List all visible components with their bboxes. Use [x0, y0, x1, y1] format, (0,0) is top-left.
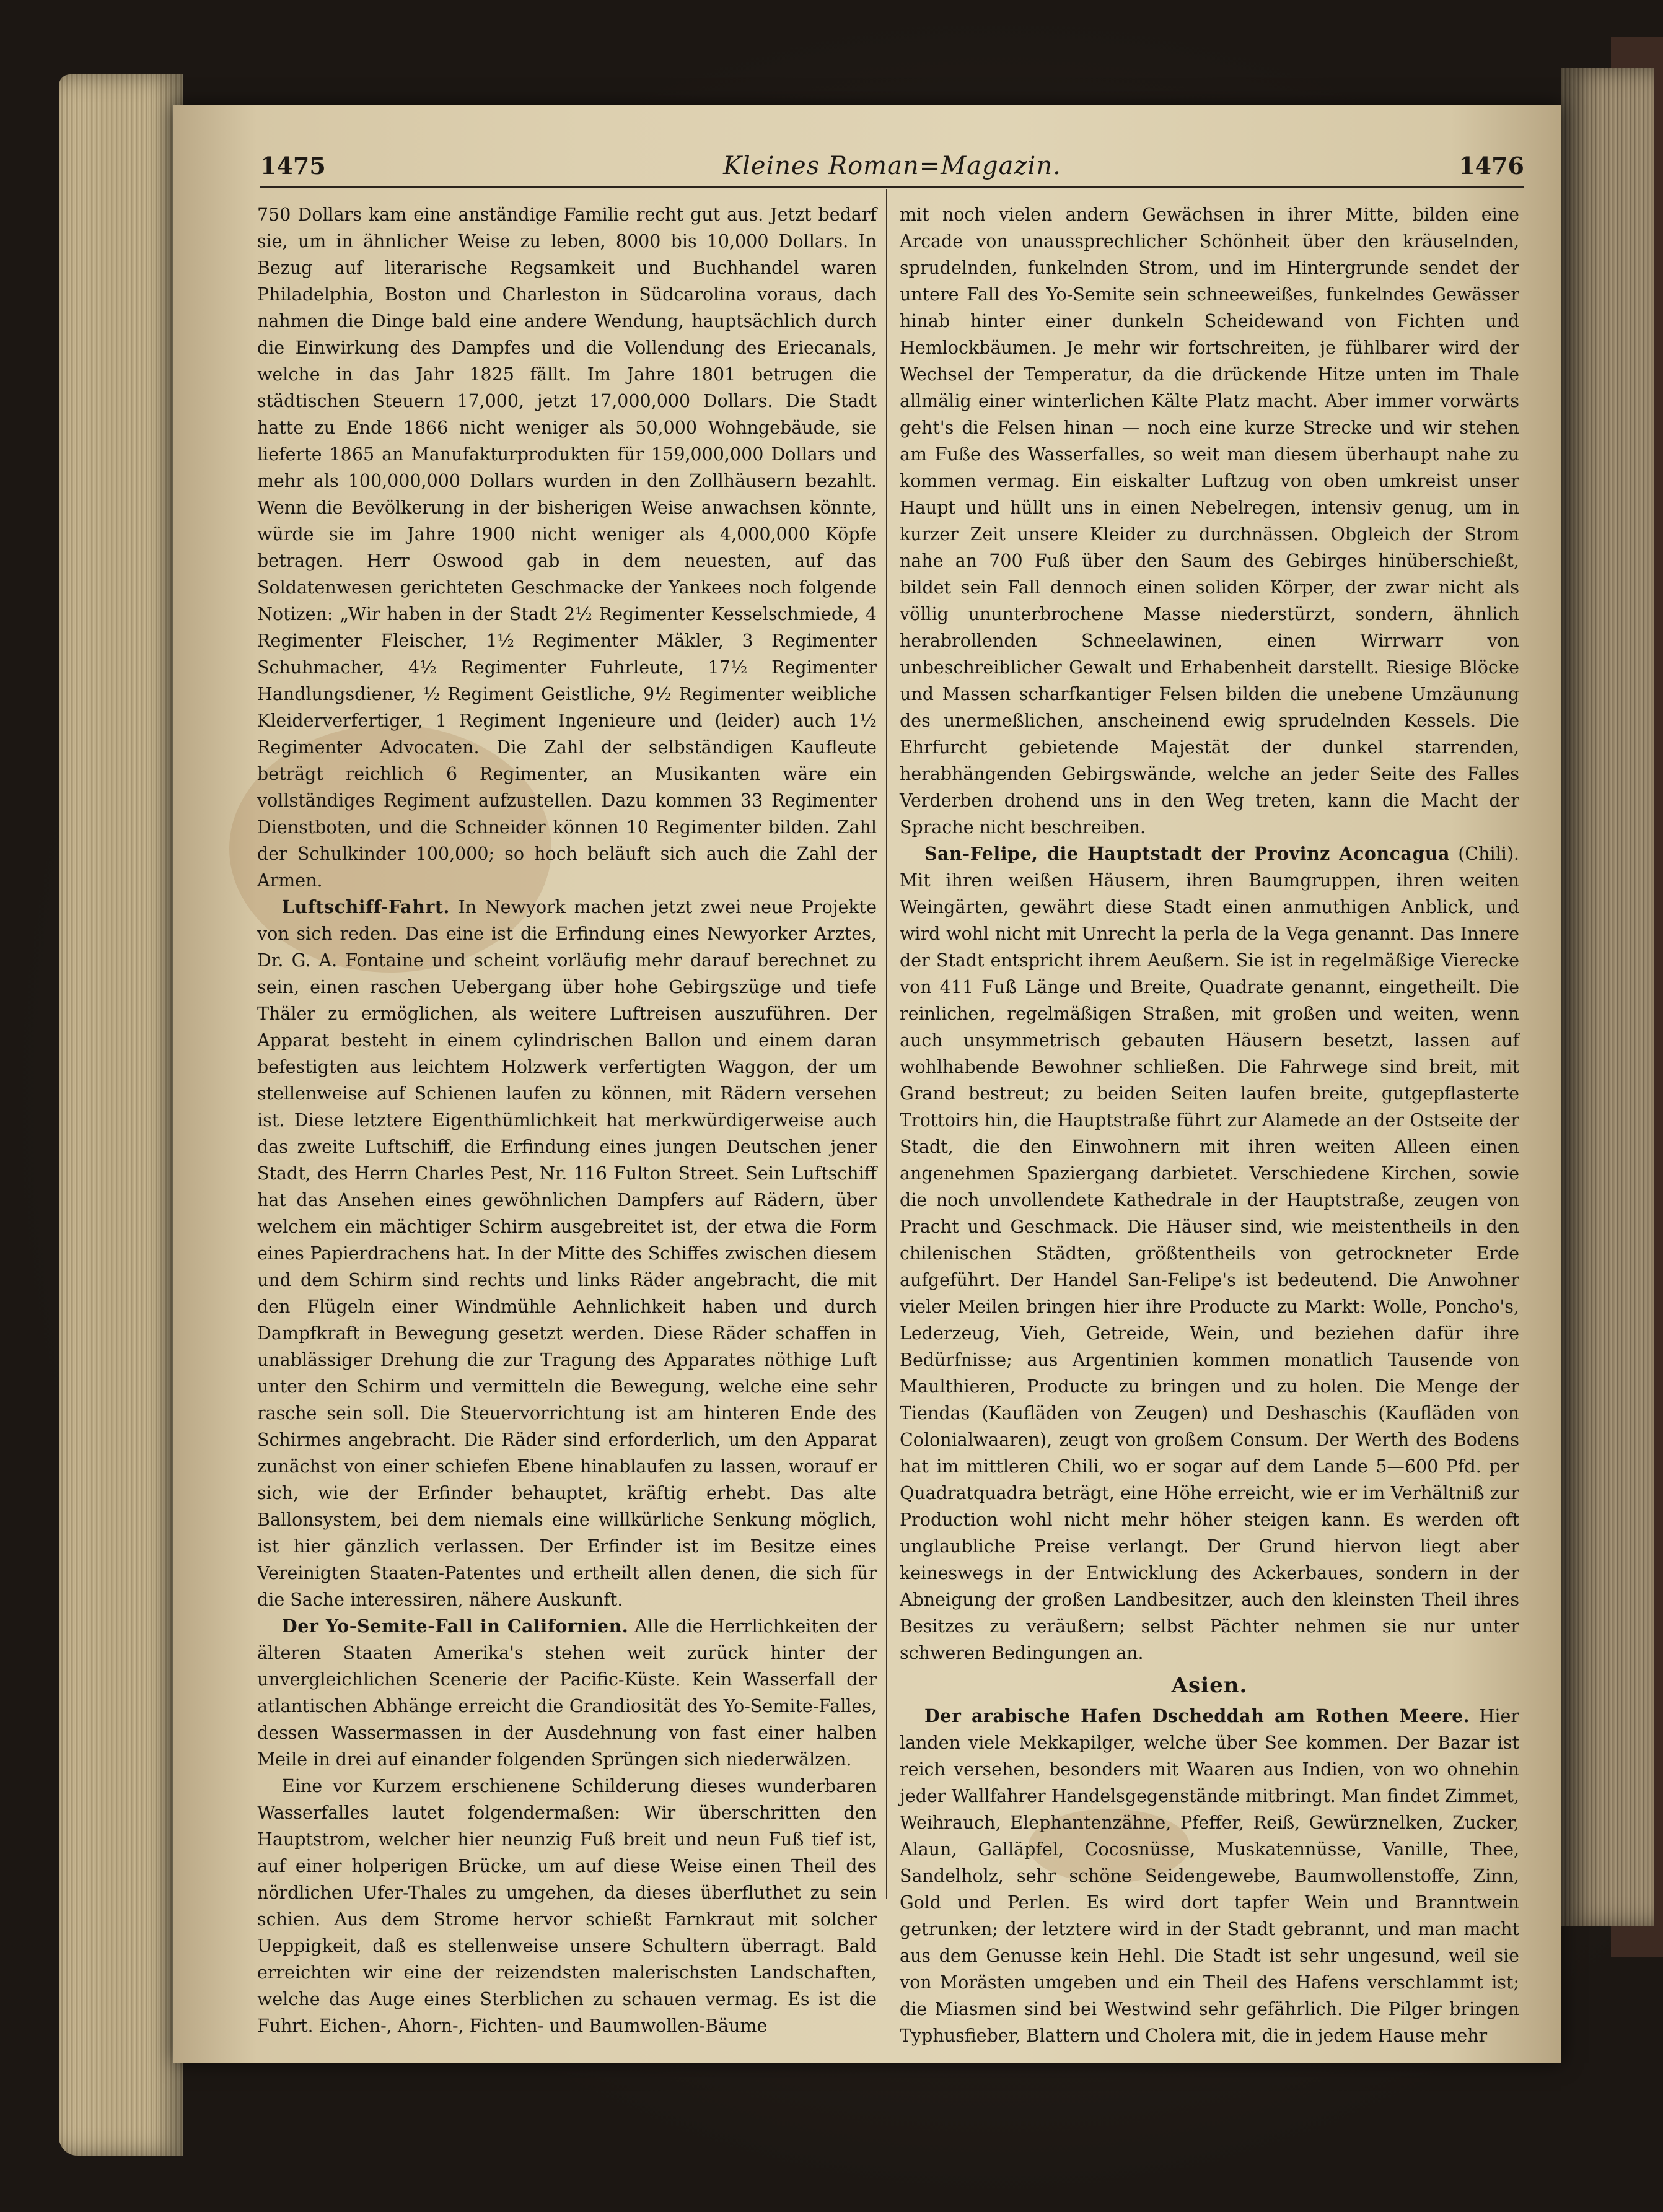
page-number-right: 1476 [1459, 152, 1524, 180]
article-title: San-Felipe, die Hauptstadt der Provinz Aconcagua [924, 843, 1450, 864]
left-column [257, 201, 877, 2036]
right-column [900, 201, 1519, 2046]
running-title: Kleines Roman=Magazin. [723, 152, 1061, 180]
column-rule [886, 189, 887, 1899]
paragraph [900, 1703, 1519, 2049]
paragraph: Eine vor Kurzem erschienene Schilderung dieses wunderbaren Wasserfalles lautet folgendermaßen: Wir überschritten den Hauptstrom, welcher hier neunzig Fuß breit und neun Fuß tief ist, auf einer holperigen Brücke, um auf diese Weise einen Theil des nördlichen Ufer-Thales zu umgehen, da dieses überfluthet zu sein schien. Aus dem Strome hervor schießt Farnkraut mit solcher Ueppigkeit, daß es stellenweise unsere Schultern überragt. Bald erreichten wir eine der reizendsten malerischsten Landschaften, welche das Auge eines Sterblichen zu schauen vermag. Es ist die Fuhrt. Eichen-, Ahorn-, Fichten- und Baumwollen-Bäume [257, 1776, 877, 2036]
article-text: (Chili). Mit ihren weißen Häusern, ihren Baumgruppen, ihren weiten Weingärten, gewährt diese Stadt einen anmuthigen Anblick, und wird wohl nicht mit Unrecht la perla de la Vega genannt. Das Innere der Stadt entspricht ihrem Aeußern. Sie ist in regelmäßige Vierecke von 411 Fuß Länge und Breite, Quadrate genannt, eingetheilt. Die reinlichen, regelmäßigen Straßen, mit großen und weiten, wenn auch unsymmetrisch gebauten Häusern besetzt, lassen auf wohlhabende Bewohner schließen. Die Fahrwege sind breit, mit Grand bestreut; zu beiden Seiten laufen breite, gutgepflasterte Trottoirs hin, die Hauptstraße führt zur Alamede an der Ostseite der Stadt, die den Einwohnern mit ihren weiten Alleen einen angenehmen Spaziergang darbietet. Verschiedene Kirchen, sowie die noch unvollendete Kathedrale in der Hauptstraße, zeugen von Pracht und Geschmack. Die Häuser sind, wie meistentheils in den chilenischen Städten, größtentheils von getrockneter Erde aufgeführt. Der Handel San-Felipe's ist bedeutend. Die Anwohner vieler Meilen bringen hier ihre Producte zu Markt: Wolle, Poncho's, Lederzeug, Vieh, Getreide, Wein, und beziehen dafür ihre Bedürfnisse; aus Argentinien kommen monatlich Tausende von Maulthieren, Producte zu bringen und zu holen. Die Menge der Tiendas (Kaufläden von Zeugen) und Deshaschis (Kaufläden von Colonialwaaren), zeugt von großem Consum. Der Werth des Bodens hat im mittleren Chili, wo er sogar auf dem Lande 5—600 Pfd. per Quadratquadra beträgt, eine Höhe erreicht, wie er im Verhältniß zur Production wohl nicht mehr höher steigen kann. Es werden oft unglaubliche Preise verlangt. Der Grund hiervon liegt aber keineswegs in der Entwicklung des Ackerbaues, sondern in der Abneigung der großen Landbesitzer, auch den kleinsten Theil ihres Besitzes zu veräußern; selbst Pächter nehmen sie nur unter schweren Bedingungen an. [900, 844, 1519, 1663]
article-text: In Newyork machen jetzt zwei neue Projekte von sich reden. Das eine ist die Erfindung eines Newyorker Arztes, Dr. G. A. Fontaine und scheint vorläufig mehr darauf berechnet zu sein, einen raschen Uebergang über hohe Gebirgszüge und tiefe Thäler zu ermöglichen, als weitere Luftreisen auszuführen. Der Apparat besteht in einem cylindrischen Ballon und einem daran befestigten aus leichtem Holzwerk verfertigten Waggon, der um stellenweise auf Schienen laufen zu können, mit Rädern versehen ist. Diese letztere Eigenthümlichkeit hat merkwürdigerweise auch das zweite Luftschiff, die Erfindung eines jungen Deutschen jener Stadt, des Herrn Charles Pest, Nr. 116 Fulton Street. Sein Luftschiff hat das Ansehen eines gewöhnlichen Dampfers auf Rädern, über welchem ein mächtiger Schirm ausgebreitet ist, der etwa die Form eines Papierdrachens hat. In der Mitte des Schiffes zwischen diesem und dem Schirm sind rechts und links Räder angebracht, die mit den Flügeln einer Windmühle Aehnlichkeit haben und durch Dampfkraft in Bewegung gesetzt werden. Diese Räder schaffen in unablässiger Drehung die zur Tragung des Apparates nöthige Luft unter den Schirm und vermitteln die Bewegung, welche eine sehr rasche sein soll. Die Steuervorrichtung ist am hinteren Ende des Schirmes angebracht. Die Räder sind erforderlich, um den Apparat zunächst von einer schiefen Ebene hinablaufen zu lassen, worauf er sich, wie der Erfinder behauptet, kräftig erhebt. Das alte Ballonsystem, bei dem niemals eine willkürliche Senkung möglich, ist hier gänzlich verlassen. Der Erfinder ist im Besitze eines Vereinigten Staaten-Patentes und ertheilt allen denen, die sich für die Sache interessiren, nähere Auskunft. [257, 897, 877, 1610]
book-page-edges-right [1561, 68, 1654, 1926]
article-title: Luftschiff-Fahrt. [282, 896, 450, 917]
article-text: Hier landen viele Mekkapilger, welche über See kommen. Der Bazar ist reich versehen, besonders mit Waaren aus Indien, von wo ohnehin jeder Wallfahrer Handelsgegenstände mitbringt. Man findet Zimmet, Weihrauch, Elephantenzähne, Pfeffer, Reiß, Gewürznelken, Zucker, Alaun, Galläpfel, Cocosnüsse, Muskatennüsse, Vanille, Thee, Sandelholz, sehr schöne Seidengewebe, Baumwollenstoffe, Zinn, Gold und Perlen. Es wird dort tapfer Wein und Branntwein getrunken; der letztere wird in der Stadt gebrannt, und man macht aus dem Genusse kein Hehl. Die Stadt ist sehr ungesund, weil sie von Morästen umgeben und ein Theil des Hafens verschlammt ist; die Miasmen sind bei Westwind sehr gefährlich. Die Pilger bringen Typhusfieber, Blattern und Cholera mit, die in jedem Hause mehr [900, 1706, 1519, 2046]
paragraph [257, 1613, 877, 1773]
paragraph: 750 Dollars kam eine anständige Familie recht gut aus. Jetzt bedarf sie, um in ähnlicher Weise zu leben, 8000 bis 10,000 Dollars. In Bezug auf literarische Regsamkeit und Buchhandel waren Philadelphia, Boston und Charleston in Südcarolina voraus, dach nahmen die Dinge bald eine andere Wendung, hauptsächlich durch die Einwirkung des Dampfes und die Vollendung des Eriecanals, welche in das Jahr 1825 fällt. Im Jahre 1801 betrugen die städtischen Steuern 17,000, jetzt 17,000,000 Dollars. Die Stadt hatte zu Ende 1866 nicht weniger als 50,000 Wohngebäude, sie lieferte 1865 an Manufakturprodukten für 159,000,000 Dollars und mehr als 100,000,000 Dollars wurden in den Zollhäusern bezahlt. Wenn die Bevölkerung in der bisherigen Weise anwachsen könnte, würde sie im Jahre 1900 nicht weniger als 4,000,000 Köpfe betragen. Herr Oswood gab in dem neuesten, auf das Soldatenwesen gerichteten Geschmacke der Yankees noch folgende Notizen: „Wir haben in der Stadt 2½ Regimenter Kesselschmiede, 4 Regimenter Fleischer, 1½ Regimenter Mäkler, 3 Regimenter Schuhmacher, 4½ Regimenter Fuhrleute, 17½ Regimenter Handlungsdiener, ½ Regiment Geistliche, 9½ Regimenter weibliche Kleiderverfertiger, 1 Regiment Ingenieure und (leider) auch 1½ Regimenter Advocaten. Die Zahl der selbständigen Kaufleute beträgt reichlich 6 Regimenter, an Musikanten wäre ein vollständiges Regiment aufzustellen. Dazu kommen 33 Regimenter Dienstboten, und die Schneider können 10 Regimenter bilden. Zahl der Schulkinder 100,000; so hoch beläuft sich auch die Zahl der Armen. [257, 204, 877, 891]
section-heading: Asien. [1171, 1673, 1248, 1698]
article-title: Der arabische Hafen Dscheddah am Rothen Meere. [924, 1705, 1470, 1726]
article-title: Der Yo-Semite-Fall in Californien. [282, 1615, 629, 1637]
header-rule [260, 186, 1524, 188]
book-page-edges-left [59, 74, 183, 2156]
page-number-left: 1475 [260, 152, 326, 180]
article-text: Alle die Herrlichkeiten der älteren Staaten Amerika's stehen weit zurück hinter der unvergleichlichen Scenerie der Pacific-Küste. Kein Wasserfall der atlantischen Abhänge erreicht die Grandiosität des Yo-Semite-Falles, dessen Wassermassen in der Ausdehnung von fast einer halben Meile in drei auf einander folgenden Sprüngen sich niederwälzen. [257, 1616, 877, 1770]
paragraph [900, 841, 1519, 1666]
paragraph [257, 894, 877, 1613]
paragraph: mit noch vielen andern Gewächsen in ihrer Mitte, bilden eine Arcade von unaussprechlicher Schönheit über den kräuselnden, sprudelnden, funkelnden Strom, und im Hintergrunde sendet der untere Fall des Yo-Semite sein schneeweißes, funkelndes Gewässer hinab hinter einer dunkeln Scheidewand von Fichten und Hemlockbäumen. Je mehr wir fortschreiten, je fühlbarer wird der Wechsel der Temperatur, da die drückende Hitze unten im Thale allmälig einer winterlichen Kälte Platz macht. Aber immer vorwärts geht's die Felsen hinan — noch eine kurze Strecke und wir stehen am Fuße des Wasserfalles, so weit man diesem überhaupt nahe zu kommen vermag. Ein eiskalter Luftzug von oben umkreist unser Haupt und hüllt uns in einen Nebelregen, intensiv genug, um in kurzer Zeit unsere Kleider zu durchnässen. Obgleich der Strom nahe an 700 Fuß über den Saum des Gebirges hinüberschießt, bildet sein Fall dennoch einen soliden Körper, der zwar nicht als völlig ununterbrochene Masse niederstürzt, sondern, ähnlich herabrollenden Schneelawinen, einen Wirrwarr von unbeschreiblicher Gewalt und Erhabenheit darstellt. Riesige Blöcke und Massen scharfkantiger Felsen bilden die unebene Umzäunung des unermeßlichen, anscheinend ewig sprudelnden Kessels. Die Ehrfurcht gebietende Majestät der dunkel starrenden, herabhängenden Gebirgswände, welche an jeder Seite des Falles Verderben drohend uns in den Weg treten, kann die Macht der Sprache nicht beschreiben. [900, 204, 1519, 837]
page-header [260, 152, 1524, 189]
